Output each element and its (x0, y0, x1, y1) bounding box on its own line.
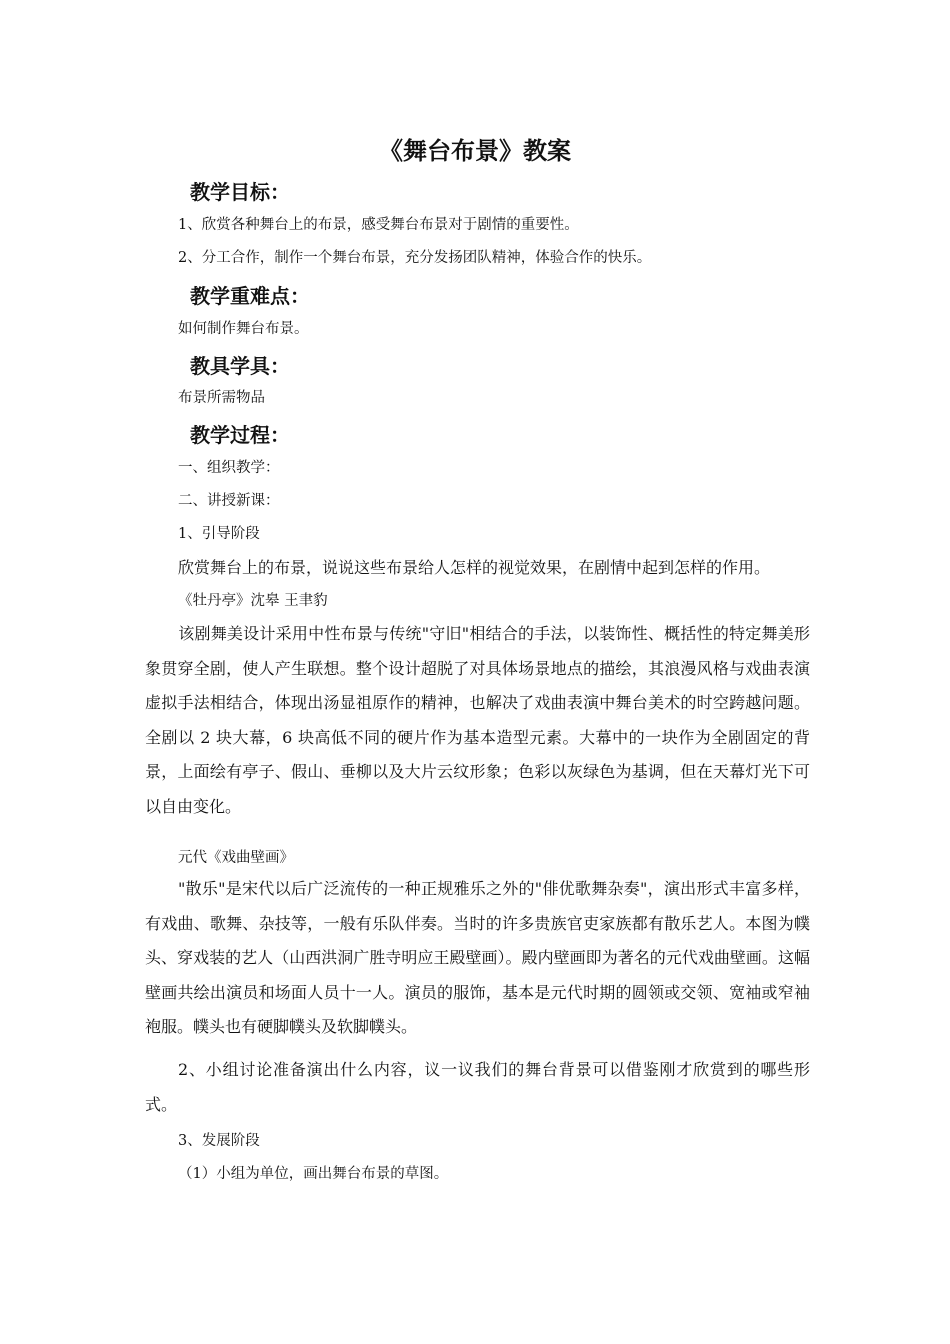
heading-key-points: 教学重难点： (190, 284, 310, 308)
document-title: 《舞台布景》教案 (379, 137, 571, 165)
heading-teaching-tools: 教具学具： (190, 354, 290, 378)
stage-1-text: 欣赏舞台上的布景，说说这些布景给人怎样的视觉效果，在剧情中起到怎样的作用。 (178, 558, 771, 577)
work-1-description (145, 617, 810, 824)
goal-2: 2、分工合作，制作一个舞台布景，充分发扬团队精神，体验合作的快乐。 (178, 250, 652, 266)
stage-1-heading: 1、引导阶段 (178, 526, 260, 542)
stage-2-text (145, 1053, 810, 1122)
process-step-1: 一、组织教学： (178, 460, 280, 476)
process-step-2: 二、讲授新课： (178, 493, 280, 509)
teaching-tools-text: 布景所需物品 (178, 390, 265, 406)
stage-3-item-1: （1）小组为单位，画出舞台布景的草图。 (178, 1166, 449, 1182)
work-2-description (145, 872, 810, 1045)
stage-3-heading: 3、发展阶段 (178, 1133, 260, 1149)
work-2-caption: 元代《戏曲壁画》 (178, 850, 294, 866)
heading-teaching-process: 教学过程： (190, 423, 290, 447)
goal-1: 1、欣赏各种舞台上的布景，感受舞台布景对于剧情的重要性。 (178, 217, 579, 233)
work-1-description-text: 该剧舞美设计采用中性布景与传统"守旧"相结合的手法，以装饰性、概括性的特定舞美形象贯穿全剧，使人产生联想。整个设计超脱了对具体场景地点的描绘，其浪漫风格与戏曲表演虚拟手法相结合，体现出汤显祖原作的精神，也解决了戏曲表演中舞台美术的时空跨越问题。全剧以 2 块大幕，6 块高低不同的硬片作为基本造型元素。大幕中的一块作为全剧固定的背景，上面绘有亭子、假山、垂柳以及大片云纹形象；色彩以灰绿色为基调，但在天幕灯光下可以自由变化。 (145, 624, 810, 816)
work-2-description-text: "散乐"是宋代以后广泛流传的一种正规雅乐之外的"俳优歌舞杂奏"，演出形式丰富多样，有戏曲、歌舞、杂技等，一般有乐队伴奏。当时的许多贵族官吏家族都有散乐艺人。本图为幞头、穿戏装的艺人（山西洪洞广胜寺明应王殿壁画）。殿内壁画即为著名的元代戏曲壁画。这幅壁画共绘出演员和场面人员十一人。演员的服饰，基本是元代时期的圆领或交领、宽袖或窄袖袍服。幞头也有硬脚幞头及软脚幞头。 (145, 879, 810, 1036)
work-1-caption: 《牡丹亭》沈皋 王聿豹 (178, 593, 328, 609)
stage-2-text-content: 2、小组讨论准备演出什么内容，议一议我们的舞台背景可以借鉴刚才欣赏到的哪些形式。 (145, 1060, 810, 1114)
key-points-text: 如何制作舞台布景。 (178, 321, 309, 337)
heading-teaching-goals: 教学目标： (190, 180, 290, 204)
